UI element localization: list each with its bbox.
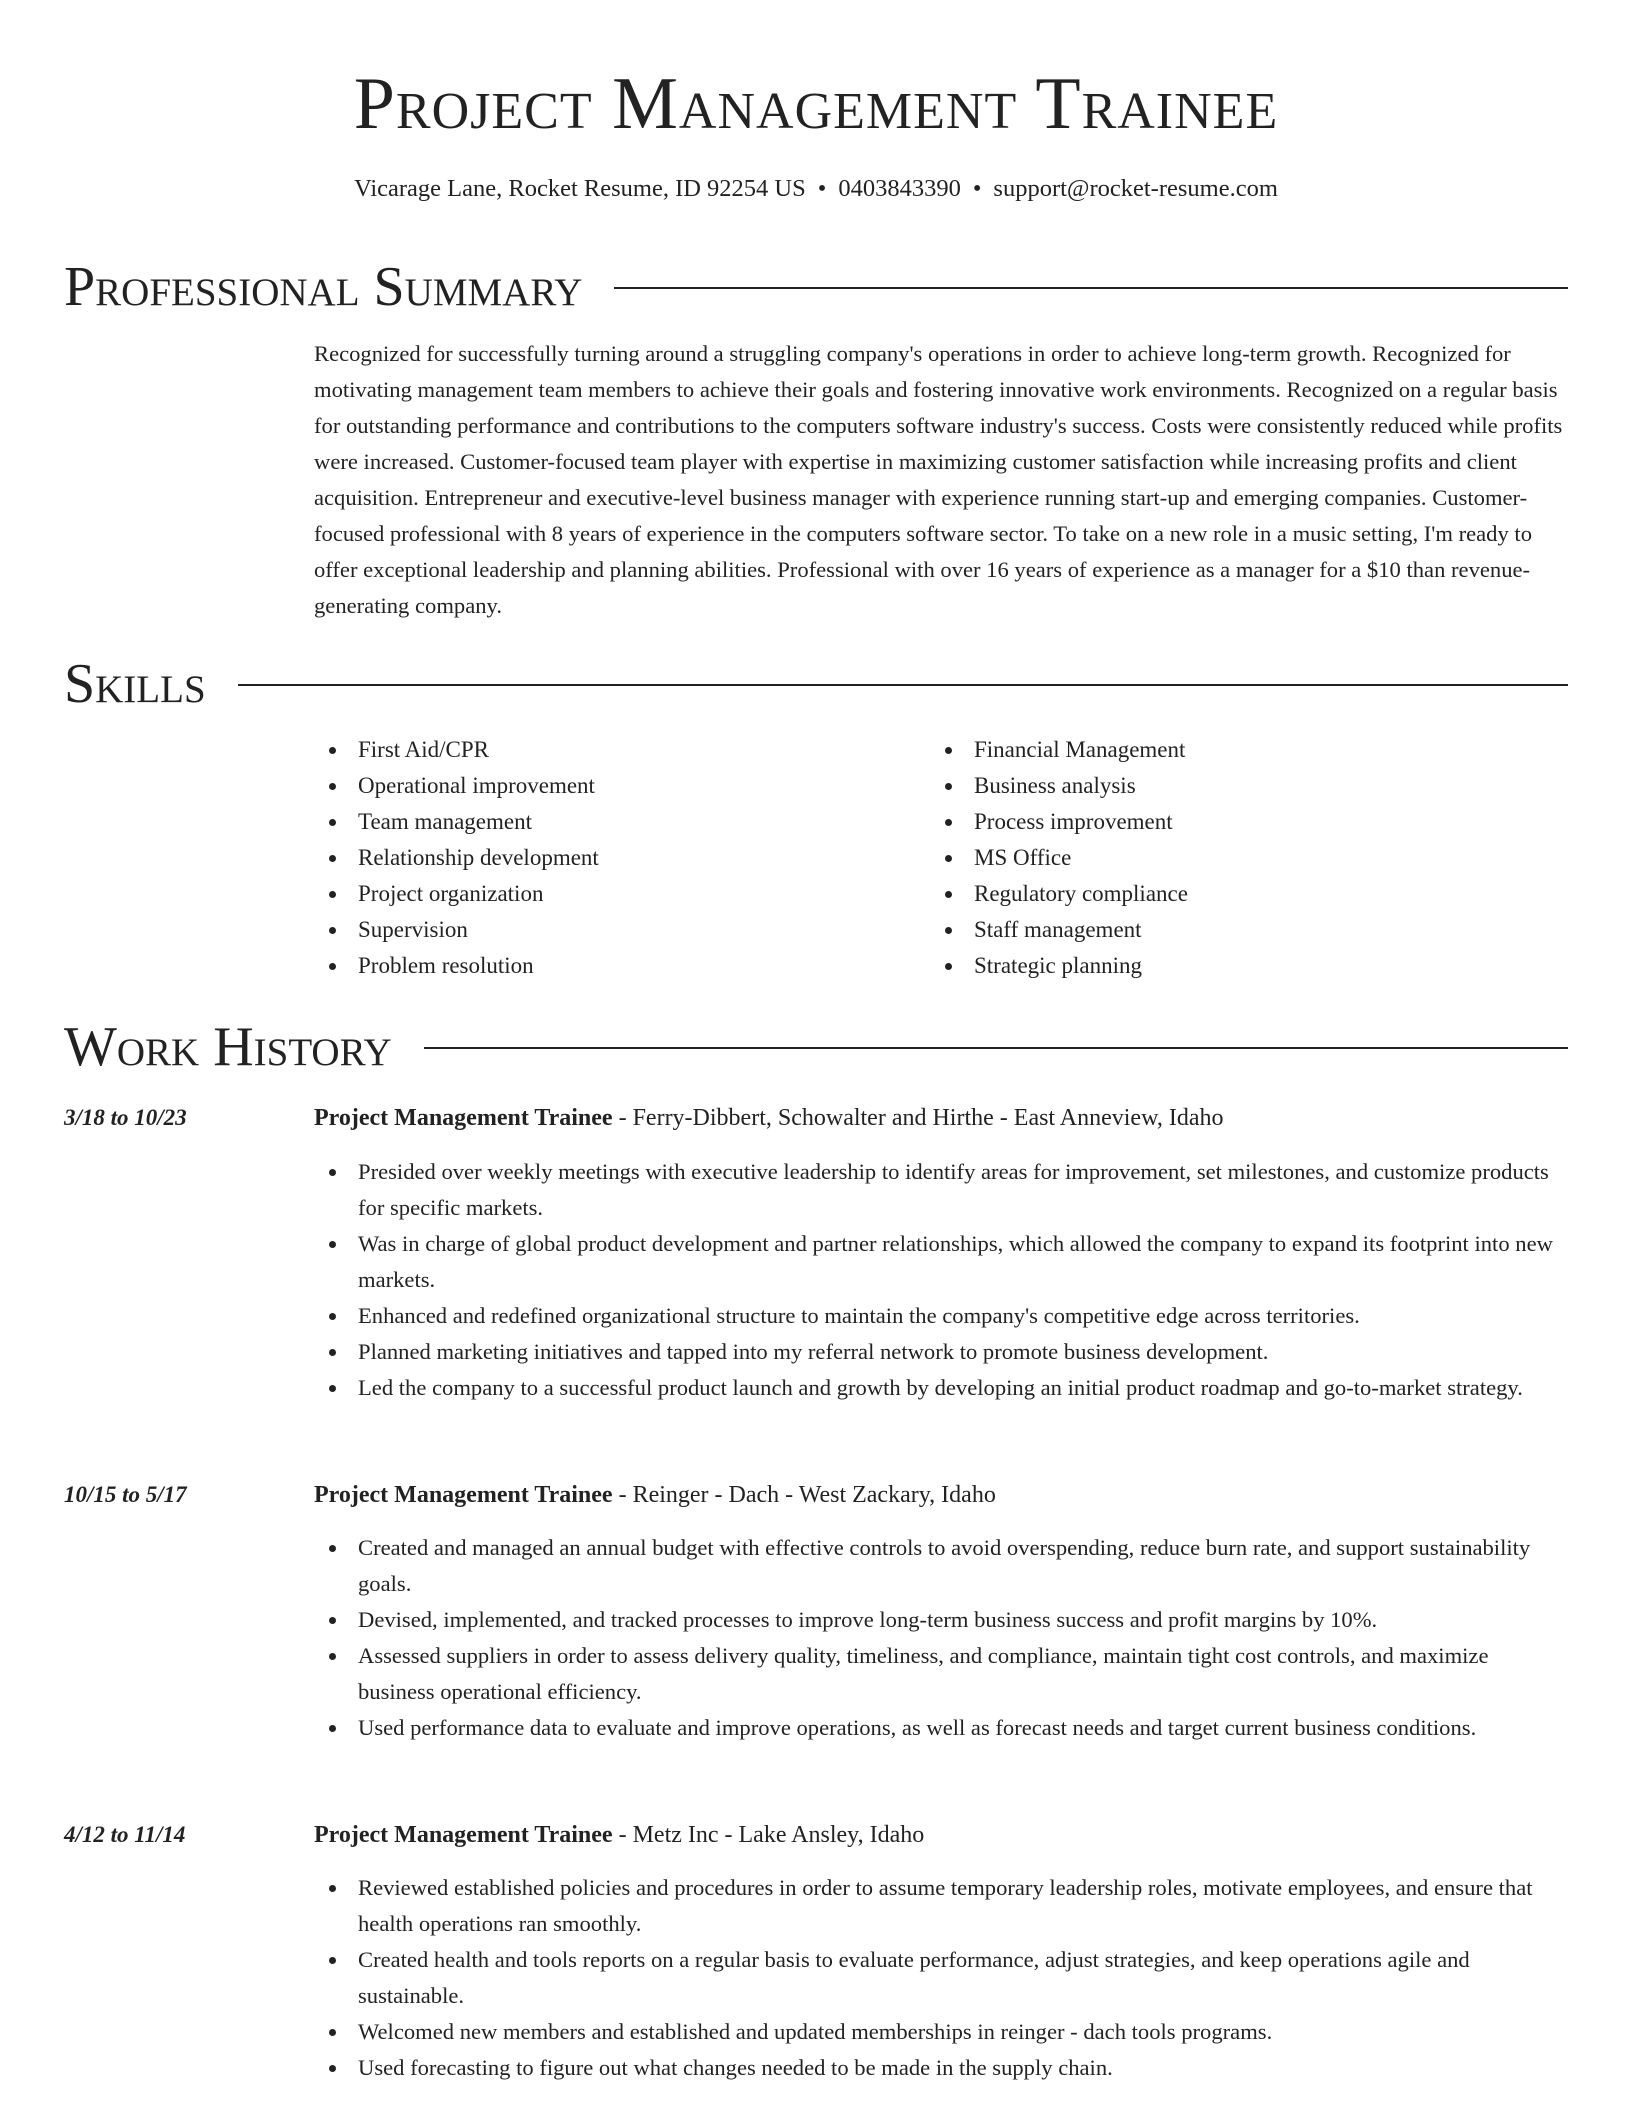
job-bullet: Planned marketing initiatives and tapped into my referral network to promote business development. xyxy=(314,1334,1568,1370)
job-dates: 3/18 to 10/23 xyxy=(64,1105,187,1130)
skill-item: Staff management xyxy=(930,912,1530,948)
contact-address: Vicarage Lane, Rocket Resume, ID 92254 US xyxy=(354,175,806,202)
job-title: Project Management Trainee xyxy=(314,1822,613,1848)
contact-separator: • xyxy=(972,175,982,202)
job-heading xyxy=(314,1100,1568,1136)
skill-item: Problem resolution xyxy=(314,948,914,984)
skill-item: Relationship development xyxy=(314,840,914,876)
job-heading xyxy=(314,1477,1568,1513)
job-bullet: Used performance data to evaluate and improve operations, as well as forecast needs and target current business conditions. xyxy=(314,1710,1568,1746)
job-bullet: Enhanced and redefined organizational structure to maintain the company's competitive edge across territories. xyxy=(314,1298,1568,1334)
skill-item: Supervision xyxy=(314,912,914,948)
job-bullet: Presided over weekly meetings with executive leadership to identify areas for improvement, set milestones, and customize products for specific markets. xyxy=(314,1154,1568,1226)
work-heading: Work History xyxy=(64,1016,392,1078)
skills-list-right xyxy=(930,732,1530,984)
skill-item: Project organization xyxy=(314,876,914,912)
contact-line xyxy=(0,174,1632,204)
skill-item: Operational improvement xyxy=(314,768,914,804)
section-divider xyxy=(424,1047,1568,1049)
skill-item: Process improvement xyxy=(930,804,1530,840)
job-bullet-list xyxy=(314,1530,1568,1746)
section-divider xyxy=(238,684,1568,686)
job-title: Project Management Trainee xyxy=(314,1105,613,1131)
contact-email: support@rocket-resume.com xyxy=(993,175,1278,202)
summary-section-header xyxy=(64,257,1568,317)
job-bullet-list xyxy=(314,1870,1568,2086)
job-bullet: Welcomed new members and established and updated memberships in reinger - dach tools programs. xyxy=(314,2014,1568,2050)
job-bullet: Created and managed an annual budget with effective controls to avoid overspending, reduce burn rate, and support sustainability goals. xyxy=(314,1530,1568,1602)
job-employer: - Ferry-Dibbert, Schowalter and Hirthe - East Anneview, Idaho xyxy=(612,1105,1224,1131)
skill-item: Financial Management xyxy=(930,732,1530,768)
job-bullet: Reviewed established policies and procedures in order to assume temporary leadership roles, motivate employees, and ensure that health operations ran smoothly. xyxy=(314,1870,1568,1942)
job-bullet: Used forecasting to figure out what changes needed to be made in the supply chain. xyxy=(314,2050,1568,2086)
skill-item: Regulatory compliance xyxy=(930,876,1530,912)
skills-heading: Skills xyxy=(64,653,206,715)
job-bullet: Was in charge of global product development and partner relationships, which allowed the company to expand its footprint into new markets. xyxy=(314,1226,1568,1298)
job-bullet-list xyxy=(314,1154,1568,1406)
job-dates: 4/12 to 11/14 xyxy=(64,1822,186,1847)
job-employer: - Metz Inc - Lake Ansley, Idaho xyxy=(612,1822,925,1848)
job-bullet: Devised, implemented, and tracked processes to improve long-term business success and profit margins by 10%. xyxy=(314,1602,1568,1638)
job-bullet: Led the company to a successful product launch and growth by developing an initial product roadmap and go-to-market strategy. xyxy=(314,1370,1568,1406)
skill-item: First Aid/CPR xyxy=(314,732,914,768)
skills-list-left xyxy=(314,732,914,984)
job-bullet: Created health and tools reports on a regular basis to evaluate performance, adjust strategies, and keep operations agile and sustainable. xyxy=(314,1942,1568,2014)
summary-text: Recognized for successfully turning around a struggling company's operations in order to achieve long-term growth. Recognized for motivating management team members to achieve their goals and fostering innovative work environments. Recognized on a regular basis for outstanding performance and contributions to the computers software industry's success. Costs were consistently reduced while profits were increased. Customer-focused team player with expertise in maximizing customer satisfaction while increasing profits and client acquisition. Entrepreneur and executive-level business manager with experience running start-up and emerging companies. Customer-focused professional with 8 years of experience in the computers software sector. To take on a new role in a music setting, I'm ready to offer exceptional leadership and planning abilities. Professional with over 16 years of experience as a manager for a $10 than revenue-generating company. xyxy=(314,341,1563,618)
job-dates: 10/15 to 5/17 xyxy=(64,1482,187,1507)
section-divider xyxy=(614,287,1568,289)
skill-item: Business analysis xyxy=(930,768,1530,804)
skill-item: MS Office xyxy=(930,840,1530,876)
skill-item: Strategic planning xyxy=(930,948,1530,984)
job-bullet: Assessed suppliers in order to assess delivery quality, timeliness, and compliance, maintain tight cost controls, and maximize business operational efficiency. xyxy=(314,1638,1568,1710)
summary-heading: Professional Summary xyxy=(64,256,583,318)
job-employer: - Reinger - Dach - West Zackary, Idaho xyxy=(612,1482,996,1508)
job-title: Project Management Trainee xyxy=(314,1482,613,1508)
resume-title: Project Management Trainee xyxy=(353,63,1279,145)
work-section-header xyxy=(64,1017,1568,1077)
job-heading xyxy=(314,1817,1568,1853)
skills-section-header xyxy=(64,654,1568,714)
skill-item: Team management xyxy=(314,804,914,840)
contact-phone: 0403843390 xyxy=(838,175,961,202)
contact-separator: • xyxy=(817,175,827,202)
